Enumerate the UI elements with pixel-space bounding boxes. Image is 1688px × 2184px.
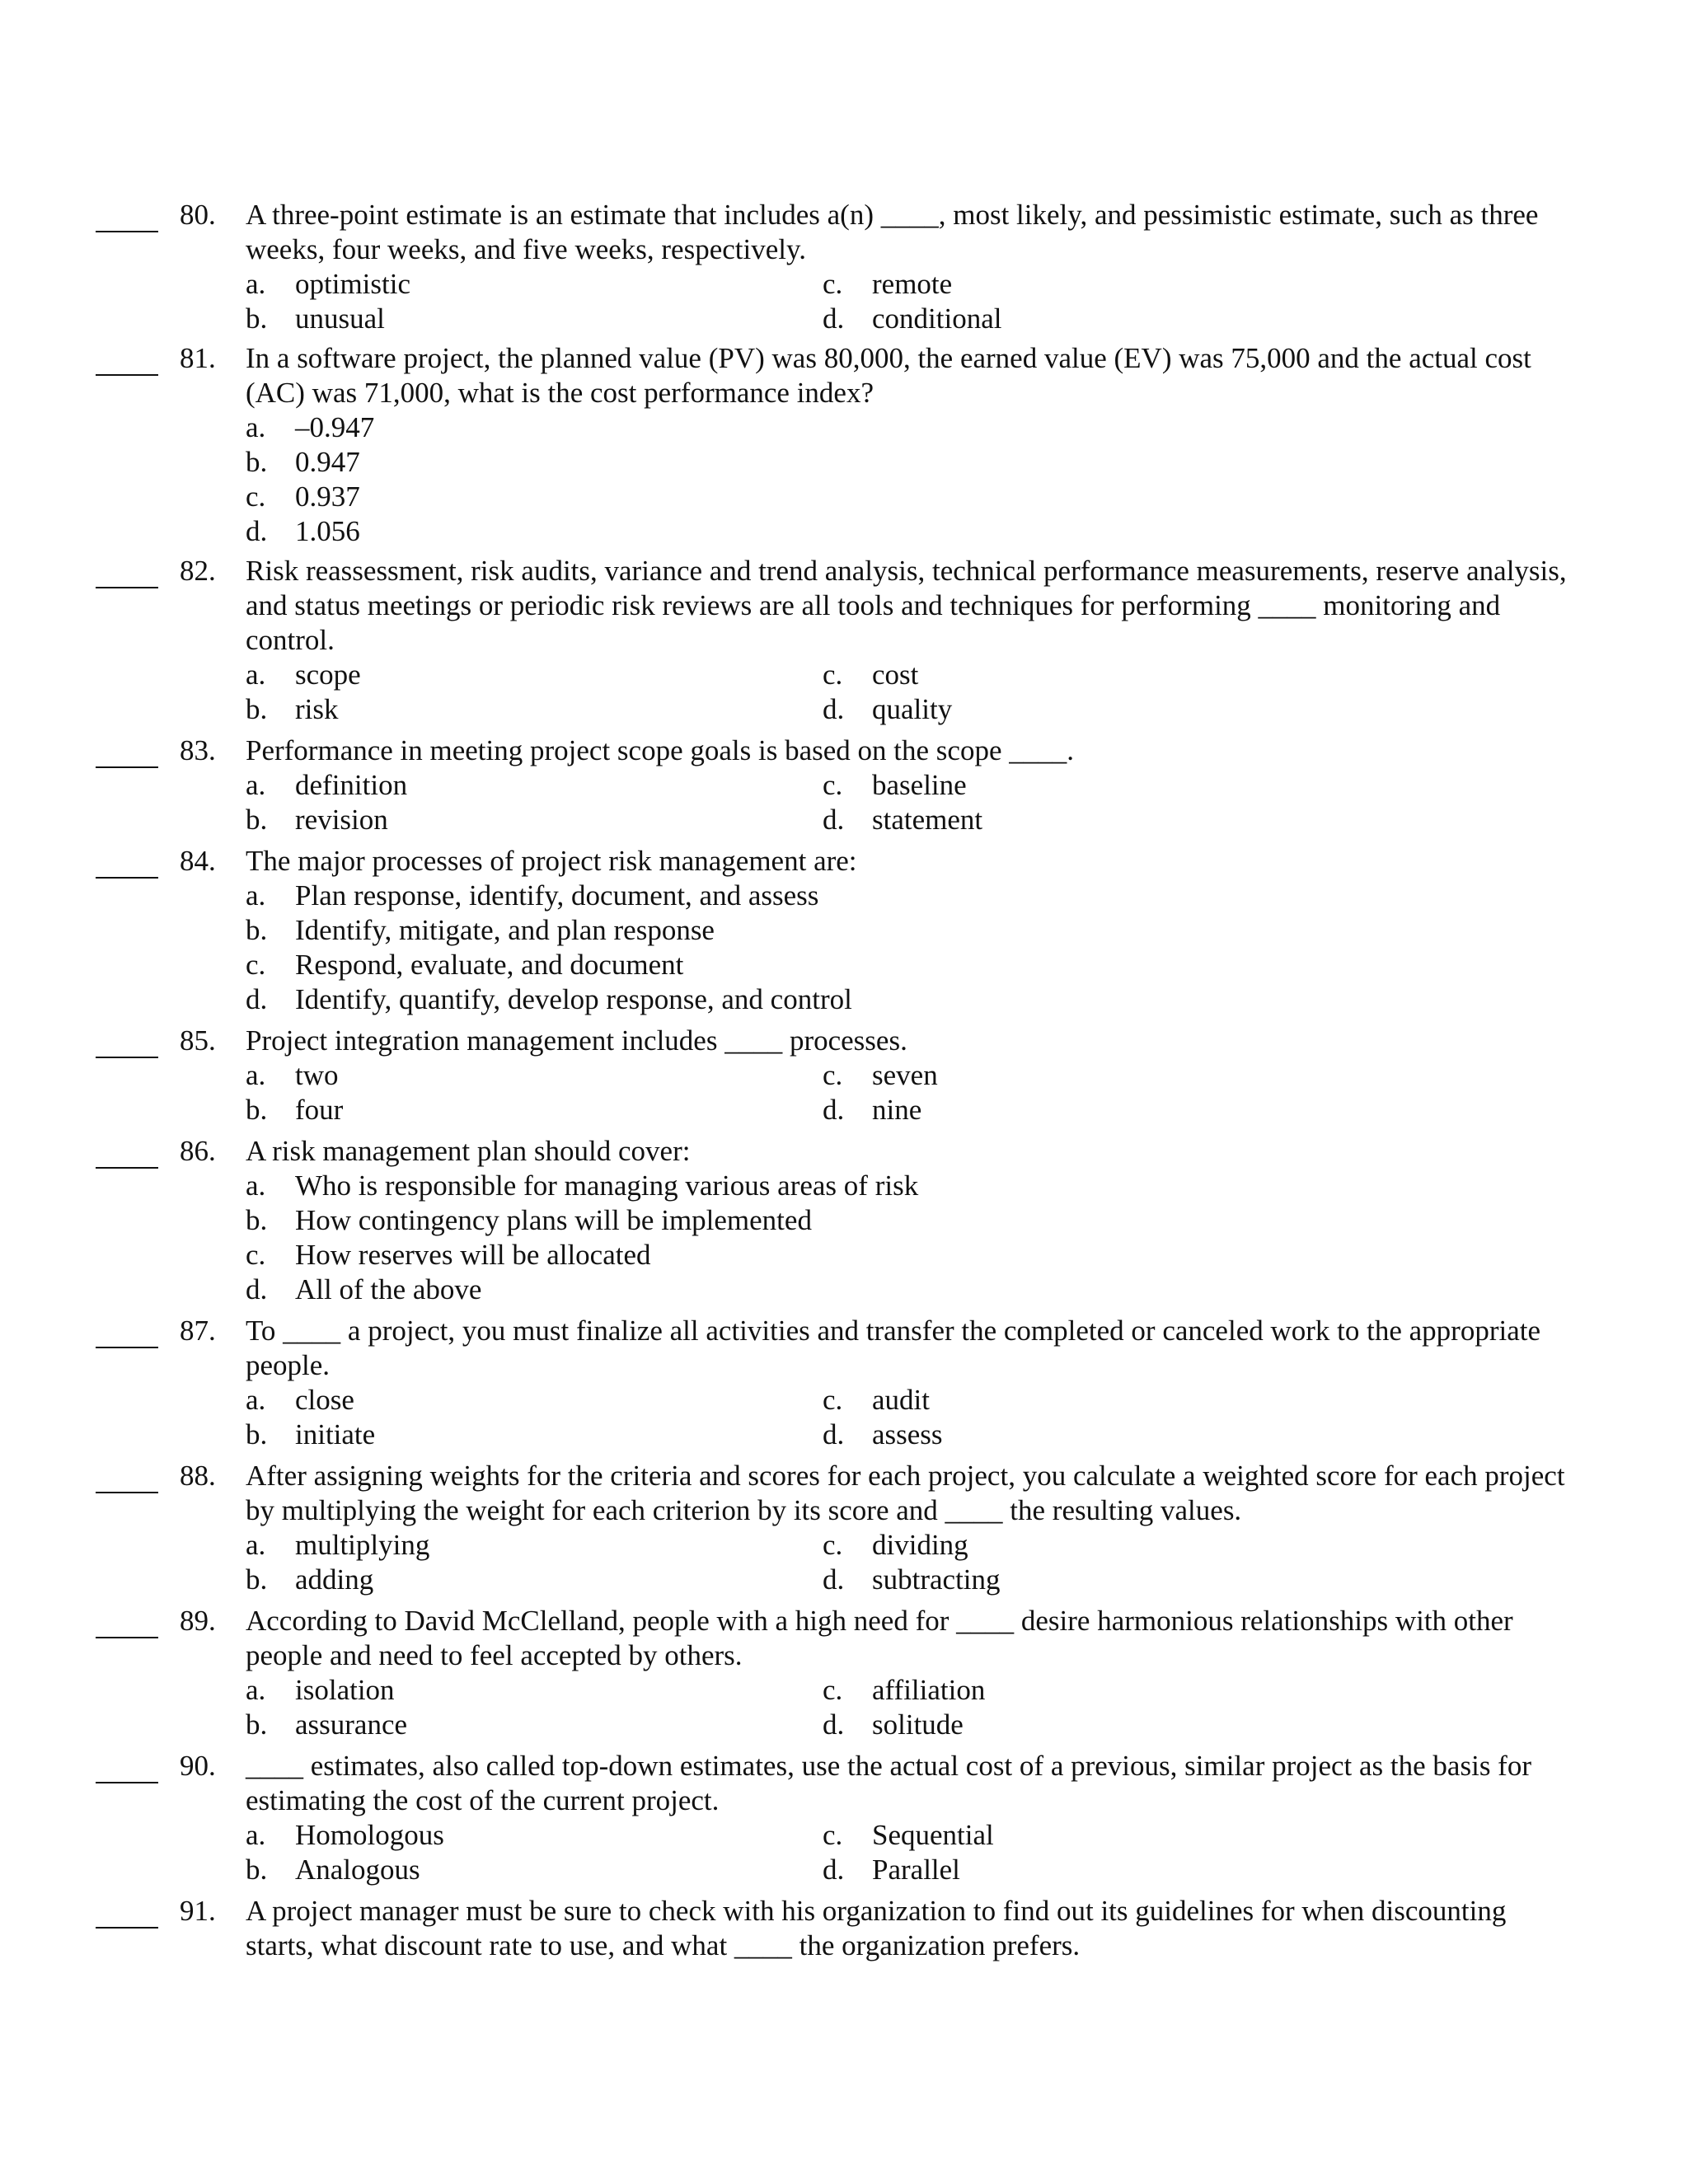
question-stem: A three-point estimate is an estimate that includes a(n) ____, most likely, and pessimistic estimate, such as three weeks, four weeks, and five weeks, respectively.	[246, 199, 1539, 265]
option-letter: d.	[246, 983, 268, 1015]
option-text: Analogous	[295, 1854, 420, 1886]
option-text: multiplying	[295, 1529, 430, 1561]
answer-blank[interactable]	[96, 1134, 158, 1169]
option-letter: a.	[246, 1819, 266, 1851]
option-letter: d.	[823, 1854, 845, 1886]
question-stem: According to David McClelland, people with a high need for ____ desire harmonious relationships with other people and need to feel accepted by others.	[246, 1605, 1513, 1671]
option-letter: c.	[823, 1384, 843, 1416]
option-text: 0.937	[295, 480, 360, 513]
question-stem: A risk management plan should cover:	[246, 1135, 691, 1167]
option-letter: b.	[246, 1854, 268, 1886]
question-number: 90.	[180, 1750, 216, 1782]
option-letter: c.	[823, 268, 843, 300]
option-letter: d.	[823, 1094, 845, 1126]
option-letter: a.	[246, 658, 266, 691]
option-letter: d.	[823, 302, 845, 335]
option-text: subtracting	[872, 1563, 1001, 1596]
option-text: Plan response, identify, document, and assess	[295, 879, 819, 912]
option-letter: d.	[823, 1418, 845, 1451]
option-letter: b.	[246, 1204, 268, 1236]
question-stem: In a software project, the planned value (PV) was 80,000, the earned value (EV) was 75,000 and the actual cost (AC) was 71,000, what is the cost performance index?	[246, 342, 1531, 409]
question-number: 84.	[180, 845, 216, 877]
question-stem: After assigning weights for the criteria and scores for each project, you calculate a weighted score for each project by multiplying the weight for each criterion by its score and ____ the resulting values.	[246, 1460, 1565, 1526]
answer-blank[interactable]	[96, 1459, 158, 1493]
option-letter: c.	[246, 480, 266, 513]
option-text: quality	[872, 693, 953, 725]
answer-blank[interactable]	[96, 733, 158, 768]
answer-blank[interactable]	[96, 1314, 158, 1348]
option-letter: b.	[246, 1094, 268, 1126]
option-text: 1.056	[295, 515, 360, 547]
option-letter: c.	[823, 1529, 843, 1561]
question-number: 88.	[180, 1460, 216, 1492]
option-letter: c.	[823, 1819, 843, 1851]
option-text: isolation	[295, 1674, 395, 1706]
option-text: initiate	[295, 1418, 376, 1451]
option-text: baseline	[872, 769, 967, 801]
option-text: risk	[295, 693, 339, 725]
option-letter: b.	[246, 804, 268, 836]
option-text: All of the above	[295, 1273, 482, 1305]
option-letter: a.	[246, 1384, 266, 1416]
question-number: 81.	[180, 342, 216, 374]
option-letter: d.	[823, 1708, 845, 1741]
option-text: Sequential	[872, 1819, 994, 1851]
option-text: adding	[295, 1563, 374, 1596]
option-letter: a.	[246, 1169, 266, 1202]
option-text: seven	[872, 1059, 938, 1091]
option-letter: c.	[823, 769, 843, 801]
question-stem: ____ estimates, also called top-down estimates, use the actual cost of a previous, similar project as the basis for estimating the cost of the current project.	[246, 1750, 1531, 1816]
question-number: 91.	[180, 1895, 216, 1927]
option-letter: a.	[246, 268, 266, 300]
option-text: 0.947	[295, 446, 360, 478]
answer-blank[interactable]	[96, 1024, 158, 1058]
option-letter: b.	[246, 446, 268, 478]
option-letter: a.	[246, 411, 266, 443]
option-letter: b.	[246, 302, 268, 335]
option-letter: a.	[246, 769, 266, 801]
option-text: unusual	[295, 302, 385, 335]
option-text: Identify, mitigate, and plan response	[295, 914, 715, 946]
option-letter: c.	[823, 1059, 843, 1091]
option-text: Homologous	[295, 1819, 444, 1851]
answer-blank[interactable]	[96, 844, 158, 879]
option-letter: c.	[823, 1674, 843, 1706]
option-text: nine	[872, 1094, 922, 1126]
question-stem: The major processes of project risk management are:	[246, 845, 857, 877]
question-number: 83.	[180, 734, 216, 766]
answer-blank[interactable]	[96, 198, 158, 232]
option-letter: b.	[246, 1418, 268, 1451]
option-letter: d.	[823, 693, 845, 725]
option-text: revision	[295, 804, 388, 836]
option-text: audit	[872, 1384, 930, 1416]
option-text: optimistic	[295, 268, 410, 300]
option-text: two	[295, 1059, 339, 1091]
answer-blank[interactable]	[96, 1604, 158, 1638]
option-text: assess	[872, 1418, 943, 1451]
question-number: 82.	[180, 555, 216, 587]
option-letter: d.	[246, 1273, 268, 1305]
option-text: How contingency plans will be implemented	[295, 1204, 812, 1236]
option-letter: d.	[246, 515, 268, 547]
option-text: Identify, quantify, develop response, and control	[295, 983, 852, 1015]
option-letter: a.	[246, 1674, 266, 1706]
question-stem: A project manager must be sure to check with his organization to find out its guidelines for when discounting starts, what discount rate to use, and what ____ the organization prefers.	[246, 1895, 1507, 1961]
option-text: Who is responsible for managing various areas of risk	[295, 1169, 919, 1202]
question-number: 80.	[180, 199, 216, 231]
option-letter: c.	[246, 949, 266, 981]
option-text: –0.947	[295, 411, 375, 443]
answer-blank[interactable]	[96, 341, 158, 376]
option-text: statement	[872, 804, 983, 836]
option-text: conditional	[872, 302, 1002, 335]
question-stem: Project integration management includes ____ processes.	[246, 1024, 907, 1057]
option-text: close	[295, 1384, 354, 1416]
option-letter: b.	[246, 914, 268, 946]
question-number: 89.	[180, 1605, 216, 1637]
option-text: Respond, evaluate, and document	[295, 949, 684, 981]
question-stem: Risk reassessment, risk audits, variance and trend analysis, technical performance measurements, reserve analysis, and status meetings or periodic risk reviews are all tools and techniques for performing ____ monitoring and control.	[246, 555, 1567, 656]
question-stem: To ____ a project, you must finalize all activities and transfer the completed or canceled work to the appropriate people.	[246, 1315, 1541, 1381]
question-stem: Performance in meeting project scope goals is based on the scope ____.	[246, 734, 1074, 766]
option-letter: c.	[246, 1239, 266, 1271]
option-letter: a.	[246, 879, 266, 912]
option-letter: d.	[823, 804, 845, 836]
option-text: cost	[872, 658, 919, 691]
option-text: assurance	[295, 1708, 408, 1741]
question-number: 87.	[180, 1315, 216, 1347]
option-letter: b.	[246, 1563, 268, 1596]
answer-blank[interactable]	[96, 1894, 158, 1929]
option-text: scope	[295, 658, 361, 691]
option-letter: b.	[246, 693, 268, 725]
option-text: dividing	[872, 1529, 968, 1561]
option-letter: c.	[823, 658, 843, 691]
option-text: definition	[295, 769, 408, 801]
option-text: affiliation	[872, 1674, 986, 1706]
answer-blank[interactable]	[96, 554, 158, 588]
option-text: solitude	[872, 1708, 964, 1741]
question-number: 86.	[180, 1135, 216, 1167]
option-letter: b.	[246, 1708, 268, 1741]
option-letter: a.	[246, 1529, 266, 1561]
option-text: four	[295, 1094, 344, 1126]
option-text: Parallel	[872, 1854, 960, 1886]
option-text: How reserves will be allocated	[295, 1239, 651, 1271]
question-number: 85.	[180, 1024, 216, 1057]
answer-blank[interactable]	[96, 1749, 158, 1783]
option-letter: a.	[246, 1059, 266, 1091]
option-text: remote	[872, 268, 953, 300]
option-letter: d.	[823, 1563, 845, 1596]
